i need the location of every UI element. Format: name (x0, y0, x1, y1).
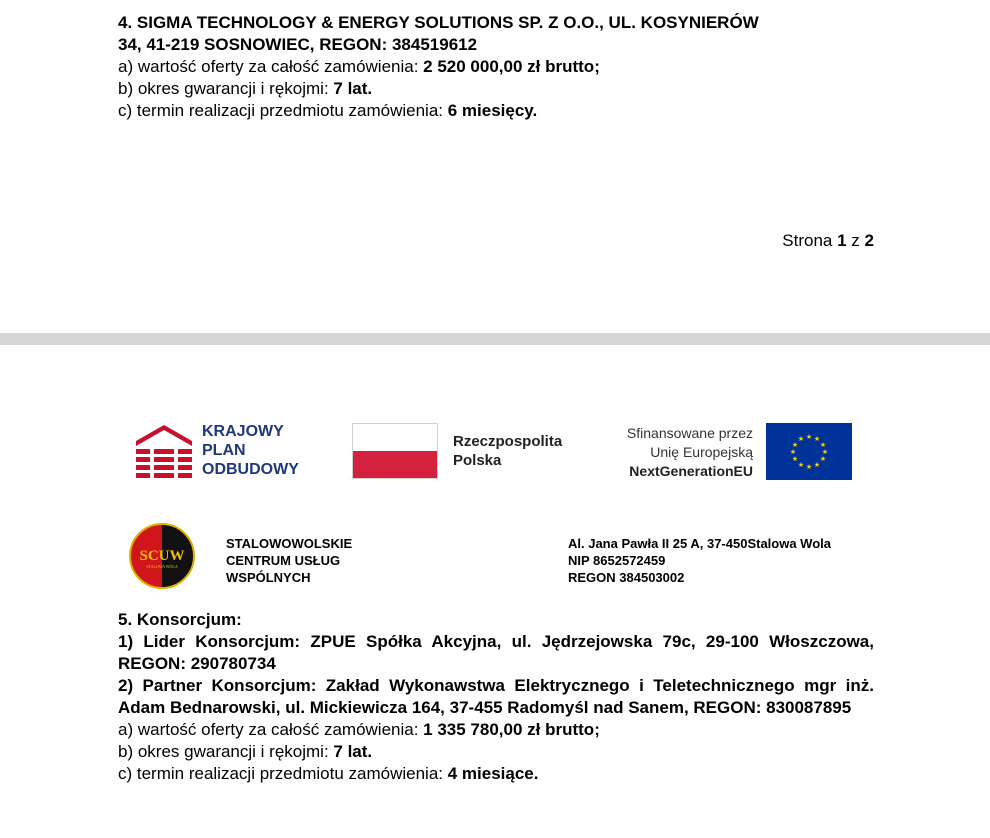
flag-red-stripe (353, 451, 437, 478)
kpo-text (202, 422, 299, 479)
page-number-current: 1 (837, 231, 847, 250)
scuw-logo-subtext: STALOWA WOLA (146, 564, 178, 569)
scuw-address (568, 535, 831, 586)
item-value: 2 520 000,00 zł brutto; (423, 57, 600, 76)
item-value: 4 miesiące. (447, 764, 539, 783)
offer-5-price (118, 719, 874, 741)
svg-text:★: ★ (813, 461, 821, 469)
scuw-address-line: REGON 384503002 (568, 570, 685, 585)
kpo-logo (136, 422, 326, 482)
item-value: 7 lat. (333, 79, 373, 98)
eu-stars-icon (766, 423, 852, 480)
svg-text:★: ★ (789, 448, 797, 456)
svg-text:★: ★ (791, 441, 799, 449)
offer-4-block (118, 12, 878, 122)
poland-flag-icon (352, 423, 438, 479)
svg-text:★: ★ (819, 441, 827, 449)
eu-text-line: NextGenerationEU (629, 463, 753, 479)
eu-text-line: Unię Europejską (650, 444, 753, 460)
item-label: c) termin realizacji przedmiotu zamówienia: (118, 764, 448, 783)
scuw-logo (129, 523, 195, 589)
offer-5-deadline (118, 763, 874, 785)
item-label: b) okres gwarancji i rękojmi: (118, 742, 334, 761)
scuw-address-line: NIP 8652572459 (568, 553, 666, 568)
document-page-1 (0, 0, 990, 333)
offer-4-heading-line1: 4. SIGMA TECHNOLOGY & ENERGY SOLUTIONS SP. Z O.O., UL. KOSYNIERÓW (118, 13, 759, 32)
item-value: 7 lat. (333, 742, 373, 761)
svg-text:★: ★ (791, 455, 799, 463)
svg-text:★: ★ (821, 448, 829, 456)
offer-4-heading-line2: 34, 41-219 SOSNOWIEC, REGON: 384519612 (118, 35, 478, 54)
kpo-mark-icon (136, 425, 192, 481)
rzeczpospolita-polska-label (453, 432, 562, 470)
item-label: b) okres gwarancji i rękojmi: (118, 79, 334, 98)
offer-5-lider: 1) Lider Konsorcjum: ZPUE Spółka Akcyjna, ul. Jędrzejowska 79c, 29-100 Włoszczowa, REGON: 290780734 (118, 632, 874, 673)
page-number (782, 231, 874, 251)
item-label: a) wartość oferty za całość zamówienia: (118, 720, 424, 739)
offer-5-warranty (118, 741, 874, 763)
pl-text-line: Polska (453, 452, 502, 469)
svg-text:★: ★ (805, 463, 813, 471)
eu-flag-icon (766, 423, 852, 480)
scuw-emblem-icon (129, 523, 195, 589)
scuw-name-line: WSPÓLNYCH (226, 570, 311, 585)
scuw-address-line: Al. Jana Pawła II 25 A, 37-450Stalowa Wola (568, 536, 832, 551)
svg-text:★: ★ (797, 435, 805, 443)
pl-text-line: Rzeczpospolita (453, 433, 563, 450)
item-label: a) wartość oferty za całość zamówienia: (118, 57, 424, 76)
svg-text:★: ★ (805, 433, 813, 441)
scuw-logo-text: SCUW (139, 548, 185, 564)
kpo-text-line: KRAJOWY (202, 423, 284, 440)
scuw-name (226, 535, 352, 586)
item-value: 6 miesięcy. (447, 101, 538, 120)
offer-5-block (118, 609, 874, 785)
page-number-prefix: Strona (782, 231, 838, 250)
eu-text-line: Sfinansowane przez (626, 425, 753, 441)
svg-text:★: ★ (819, 455, 827, 463)
offer-5-heading: 5. Konsorcjum: (118, 610, 242, 629)
item-value: 1 335 780,00 zł brutto; (423, 720, 600, 739)
offer-4-deadline (118, 100, 878, 122)
document-page-2 (0, 345, 990, 838)
kpo-text-line: ODBUDOWY (202, 461, 299, 478)
eu-funding-label (598, 424, 753, 481)
flag-white-stripe (353, 424, 437, 451)
offer-5-partner: 2) Partner Konsorcjum: Zakład Wykonawstwa Elektrycznego i Teletechnicznego mgr inż. Adam Bednarowski, ul. Mickiewicza 164, 37-455 Radomyśl nad Sanem, REGON: 830087895 (118, 676, 874, 717)
page-number-total: 2 (864, 231, 874, 250)
page-number-middle: z (846, 231, 865, 250)
offer-4-warranty (118, 78, 878, 100)
scuw-name-line: CENTRUM USŁUG (226, 553, 341, 568)
scuw-name-line: STALOWOWOLSKIE (226, 536, 353, 551)
kpo-text-line: PLAN (202, 442, 246, 459)
page-separator (0, 333, 990, 345)
svg-text:★: ★ (813, 435, 821, 443)
svg-text:★: ★ (797, 461, 805, 469)
item-label: c) termin realizacji przedmiotu zamówienia: (118, 101, 448, 120)
offer-4-price (118, 56, 878, 78)
